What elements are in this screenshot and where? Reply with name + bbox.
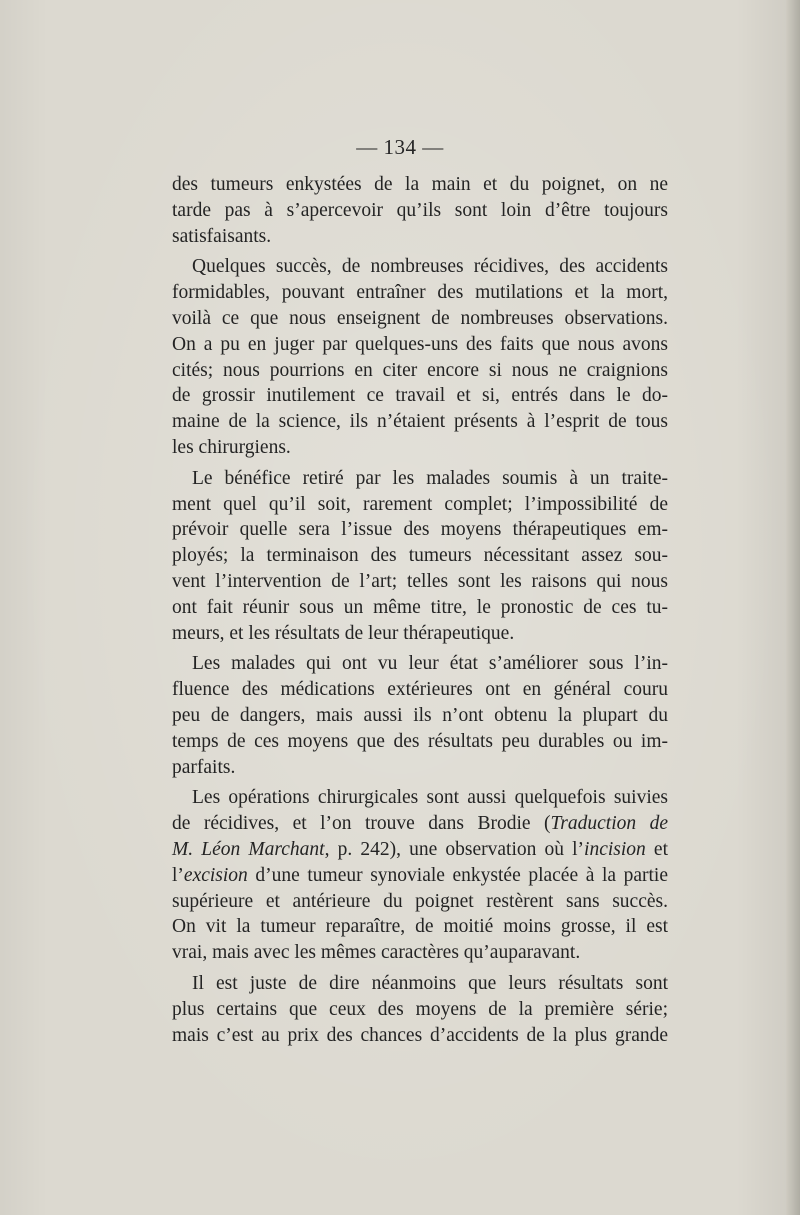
text-line: vent l’intervention de l’art; telles sont les raisons qui nous <box>172 570 668 592</box>
paragraph-5 <box>172 785 668 966</box>
text-line: parfaits. <box>172 756 236 778</box>
paragraph-1 <box>172 172 668 249</box>
text-fragment: et <box>645 838 669 860</box>
text-fragment: l’ <box>172 864 184 886</box>
text-line: ployés; la terminaison des tumeurs nécessitant assez sou- <box>172 545 668 567</box>
text-line: des tumeurs enkystées de la main et du poignet, on ne <box>172 174 668 195</box>
citation-author: M. Léon Marchant <box>172 838 325 860</box>
text-fragment: de récidives, et l’on trouve dans Brodie ( <box>172 813 551 835</box>
text-line: voilà ce que nous enseignent de nombreuses observations. <box>172 307 668 329</box>
text-line: tarde pas à s’apercevoir qu’ils sont loin d’être toujours <box>172 199 668 221</box>
emphasized-term: excision <box>183 864 248 886</box>
text-line: meurs, et les résultats de leur thérapeutique. <box>172 622 515 644</box>
emphasized-term: incision <box>584 838 646 860</box>
text-line: ont fait réunir sous un même titre, le pronostic de ces tu- <box>172 596 668 618</box>
citation-title: Traduction de <box>550 813 668 835</box>
paragraph-3 <box>172 466 668 647</box>
text-line <box>172 863 668 889</box>
text-fragment: d’une tumeur synoviale enkystée placée à la partie <box>247 864 668 886</box>
text-line: cités; nous pourrions en citer encore si nous ne craignions <box>172 359 668 381</box>
text-line: fluence des médications extérieures ont en général couru <box>172 679 668 701</box>
text-line: temps de ces moyens que des résultats peu durables ou im- <box>172 730 668 752</box>
text-line: les chirurgiens. <box>172 436 291 458</box>
text-line: de grossir inutilement ce travail et si, entrés dans le do- <box>172 385 668 407</box>
page-edge <box>786 0 800 1215</box>
text-line: ment quel qu’il soit, rarement complet; l’impossibilité de <box>172 493 668 515</box>
text-line: Quelques succès, de nombreuses récidives, des accidents <box>192 256 668 278</box>
text-line: Les malades qui ont vu leur état s’améliorer sous l’in- <box>192 653 668 675</box>
text-line: mais c’est au prix des chances d’accidents de la plus grande <box>172 1024 668 1046</box>
text-line: plus certains que ceux des moyens de la première série; <box>172 998 668 1020</box>
text-line: On vit la tumeur reparaître, de moitié moins grosse, il est <box>172 916 668 938</box>
page-number: — 134 — <box>356 135 444 159</box>
text-fragment: , p. 242), une observation où l’ <box>324 838 585 860</box>
text-line: peu de dangers, mais aussi ils n’ont obtenu la plupart du <box>172 704 668 726</box>
paragraph-6 <box>172 971 668 1048</box>
text-line <box>172 811 668 837</box>
text-line: Il est juste de dire néanmoins que leurs résultats sont <box>192 972 668 994</box>
text-line: supérieure et antérieure du poignet restèrent sans succès. <box>172 890 668 912</box>
text-line: satisfaisants. <box>172 225 272 247</box>
paragraph-2 <box>172 254 668 460</box>
text-line: On a pu en juger par quelques-uns des faits que nous avons <box>172 333 668 355</box>
text-line: prévoir quelle sera l’issue des moyens thérapeutiques em- <box>172 519 668 541</box>
text-line: formidables, pouvant entraîner des mutilations et la mort, <box>172 282 668 304</box>
text-line: vrai, mais avec les mêmes caractères qu’auparavant. <box>172 942 581 964</box>
text-line: Le bénéfice retiré par les malades soumis à un traite- <box>192 467 668 489</box>
text-line: Les opérations chirurgicales sont aussi quelquefois suivies <box>192 787 668 809</box>
text-line <box>172 837 668 863</box>
text-line: maine de la science, ils n’étaient présents à l’esprit de tous <box>172 411 668 433</box>
paragraph-4 <box>172 651 668 780</box>
body-text <box>172 172 668 1048</box>
